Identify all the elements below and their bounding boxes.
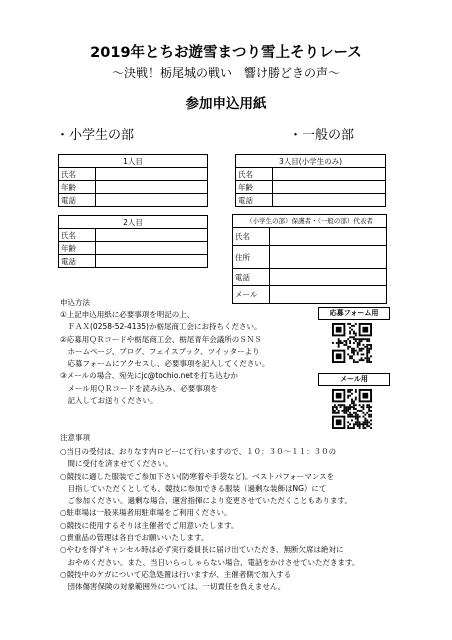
page-title: 2019年とちお遊雪まつり雪上そりレース <box>90 45 362 61</box>
list-item: ③メールの場合、宛先にjc@tochio.netを打ち込むか <box>60 371 238 381</box>
form-title: 参加申込用紙 <box>185 96 267 112</box>
phone-field[interactable] <box>273 194 386 207</box>
list-item: ○競技に使用するそりは主催者でご用意いたします。 <box>60 520 239 530</box>
email-field[interactable] <box>270 286 387 304</box>
name-field[interactable] <box>273 168 386 181</box>
age-label: 年齢 <box>236 181 273 194</box>
address-field[interactable] <box>270 246 387 269</box>
name-label: 氏名 <box>236 168 273 181</box>
list-item: 応募フォームにアクセスし、必要事項を記入してください。 <box>60 359 270 369</box>
list-item: ○やむを得ずキャンセル時は必ず実行委員長に届け出ていただき、無断欠席は絶対に <box>60 545 344 555</box>
mail-qr-code[interactable] <box>332 389 372 429</box>
application-list <box>60 309 269 407</box>
notes-heading: 注意事項 <box>60 433 90 442</box>
age-field[interactable] <box>273 181 386 194</box>
list-item: 目指していただくとしても、競技に参加できる服装（過剰な装飾はNG）にて <box>60 483 327 493</box>
name-label: 氏名 <box>59 229 96 242</box>
list-item: ①上記申込用紙に必要事項を明記の上、 <box>60 310 195 319</box>
representative-box-heading: （小学生の部）保護者・（一般の部）代表者 <box>233 215 387 228</box>
address-label: 住所 <box>233 246 270 269</box>
list-item: ○駐車場は一般来場者用駐車場をご利用ください。 <box>60 508 232 518</box>
list-item: 記入してお送りください。 <box>60 396 158 406</box>
list-item: ②応募用ＱＲコードや栃尾商工会、栃尾青年会議所のＳＮＳ <box>60 334 262 344</box>
list-item: ○競技中のケガについて応急処置は行いますが、主催者側で加入する <box>60 569 292 579</box>
entry-box-1 <box>58 154 208 207</box>
list-item: ○競技に適した服装でご参加下さい(防寒着や手袋など)。ベストパフォーマンスを <box>60 471 335 481</box>
representative-box <box>232 214 387 304</box>
list-item: 間に受付を済ませてください。 <box>60 459 173 469</box>
name-label: 氏名 <box>233 228 270 246</box>
entry-box-3 <box>235 154 386 207</box>
section-elementary: ・小学生の部 <box>56 128 135 143</box>
name-field[interactable] <box>96 229 208 242</box>
age-field[interactable] <box>96 242 208 255</box>
list-item: ホームページ、ブログ、フェイスブック、ツイッターより <box>60 346 260 356</box>
age-label: 年齢 <box>59 242 96 255</box>
entry-box-3-heading: 3人目(小学生のみ) <box>236 155 386 168</box>
phone-label: 電話 <box>236 194 273 207</box>
entry-box-2-heading: 2人目 <box>59 216 208 229</box>
phone-field[interactable] <box>270 269 387 286</box>
name-field[interactable] <box>270 228 387 246</box>
notes-list <box>60 446 359 594</box>
name-label: 氏名 <box>59 168 96 181</box>
phone-label: 電話 <box>233 269 270 286</box>
entry-box-2 <box>58 215 208 268</box>
list-item: ○貴重品の管理は各自でお願いいたします。 <box>60 533 209 543</box>
phone-label: 電話 <box>59 255 96 268</box>
phone-label: 電話 <box>59 194 96 207</box>
form-qr-label: 応募フォーム用 <box>318 307 390 320</box>
list-item: ＦＡＸ(0258-52-4135)か栃尾商工会にお持ちください。 <box>60 322 262 332</box>
list-item: おやめください。また、当日いらっしゃらない場合、電話をかけさせていただきます。 <box>60 557 360 567</box>
form-qr-code[interactable] <box>332 323 372 363</box>
entry-box-1-heading: 1人目 <box>59 155 208 168</box>
phone-field[interactable] <box>96 194 208 207</box>
list-item: ○当日の受付は、おりなす内ロビーにて行いますので、１０：３０～１１：３０の <box>60 447 337 456</box>
age-label: 年齢 <box>59 181 96 194</box>
application-heading: 申込方法 <box>60 298 90 307</box>
age-field[interactable] <box>96 181 208 194</box>
list-item: ご参加ください。過剰な場合、運営指揮により変更させていただくこともあります。 <box>60 496 352 506</box>
mail-qr-label: メール用 <box>318 373 390 386</box>
page-subtitle: ～決戦！栃尾城の戦い 響け勝どきの声～ <box>111 66 340 80</box>
list-item: 団体傷害保険の対象範囲外については、一切責任を負えません。 <box>60 582 286 592</box>
section-general: ・一般の部 <box>289 128 355 143</box>
phone-field[interactable] <box>96 255 208 268</box>
list-item: メール用ＱＲコードを読み込み、必要事項を <box>60 383 218 393</box>
email-label: メール <box>233 286 270 304</box>
name-field[interactable] <box>96 168 208 181</box>
